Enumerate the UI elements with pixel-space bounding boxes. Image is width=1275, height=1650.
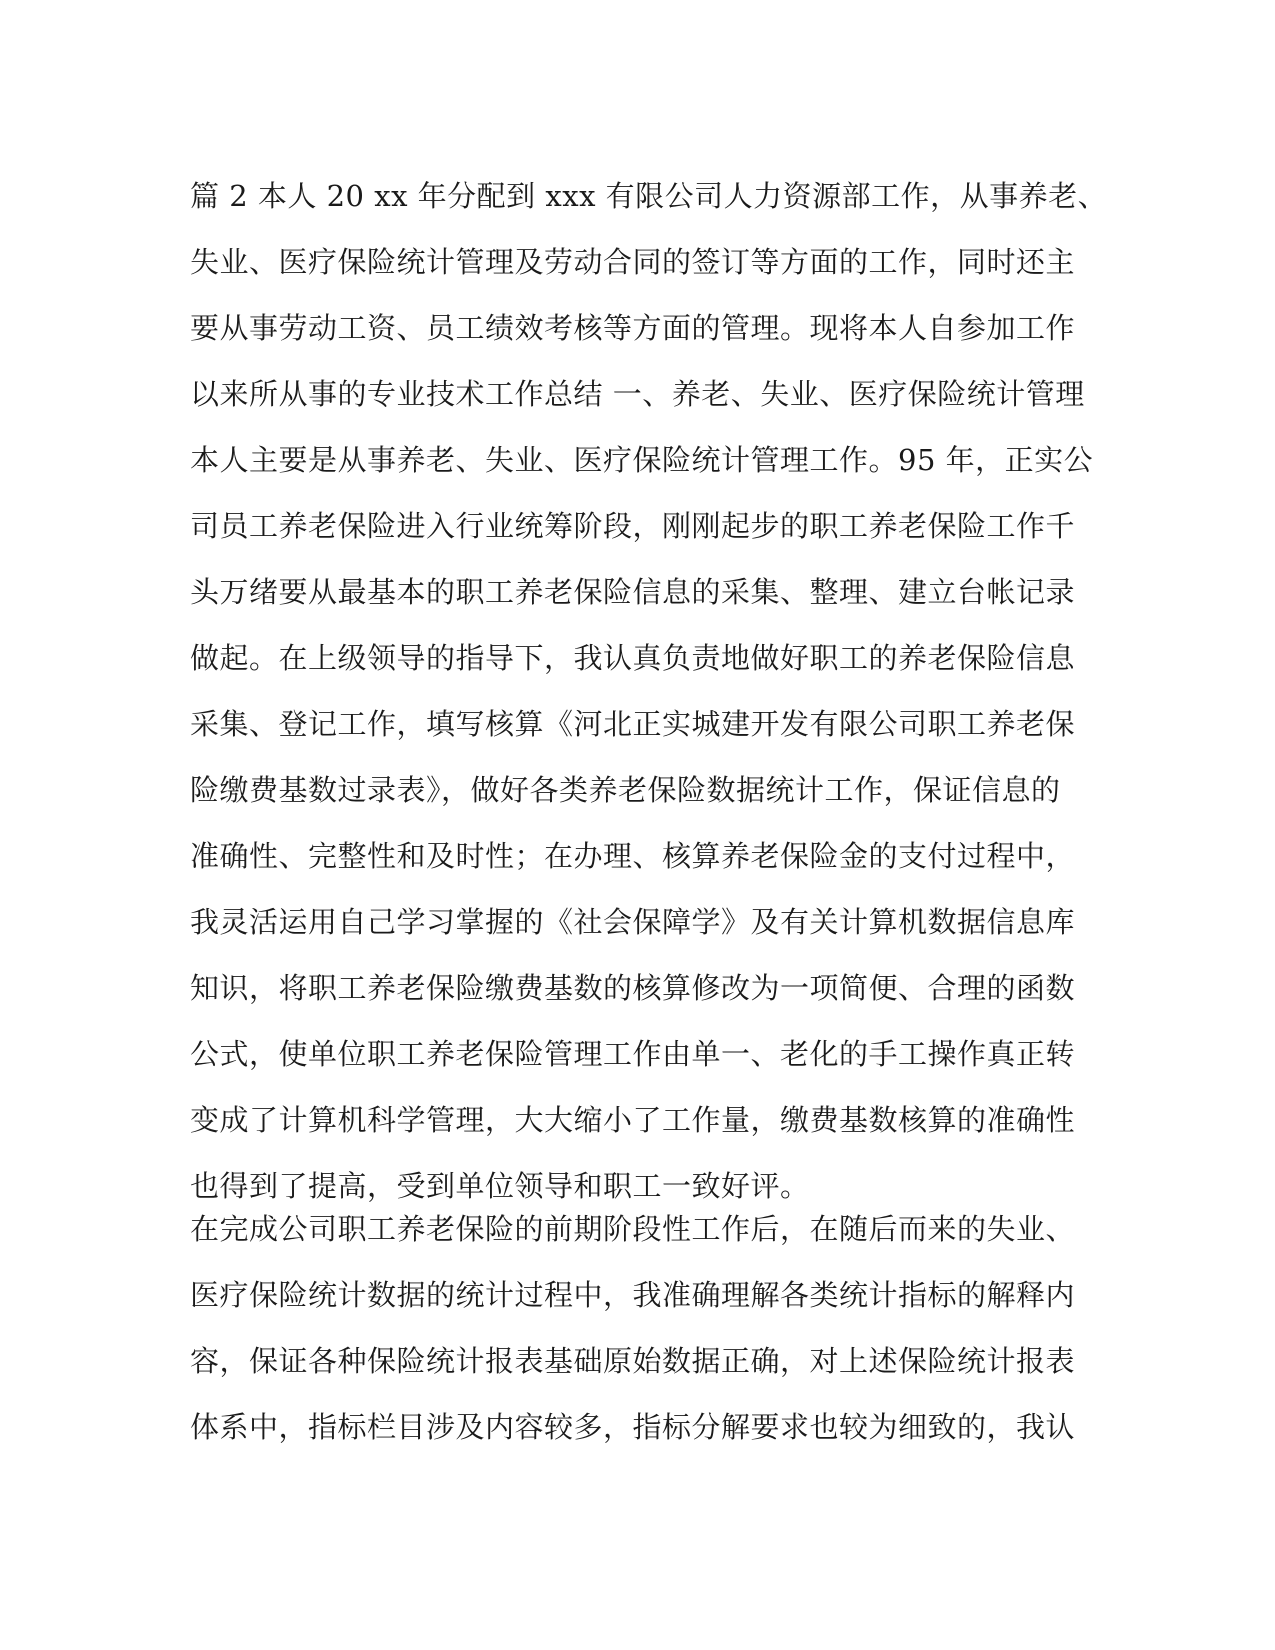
text-line: 在完成公司职工养老保险的前期阶段性工作后，在随后而来的失业、 — [190, 1212, 1076, 1246]
text-line: 医疗保险统计数据的统计过程中，我准确理解各类统计指标的解释内 — [190, 1278, 1076, 1312]
text-line: 知识，将职工养老保险缴费基数的核算修改为一项简便、合理的函数 — [190, 971, 1076, 1005]
text-line: 我灵活运用自己学习掌握的《社会保障学》及有关计算机数据信息库 — [190, 905, 1076, 939]
text-line: 险缴费基数过录表》，做好各类养老保险数据统计工作，保证信息的 — [190, 773, 1061, 807]
text-line: 要从事劳动工资、员工绩效考核等方面的管理。现将本人自参加工作 — [190, 311, 1076, 345]
text-line: 本人主要是从事养老、失业、医疗保险统计管理工作。95 年，正实公 — [190, 443, 1094, 477]
text-line: 做起。在上级领导的指导下，我认真负责地做好职工的养老保险信息 — [190, 641, 1076, 675]
text-line: 司员工养老保险进入行业统筹阶段，刚刚起步的职工养老保险工作千 — [190, 509, 1076, 543]
text-line: 体系中，指标栏目涉及内容较多，指标分解要求也较为细致的，我认 — [190, 1410, 1076, 1444]
text-line: 准确性、完整性和及时性；在办理、核算养老保险金的支付过程中， — [190, 839, 1076, 873]
paragraph-1 — [190, 163, 1108, 1219]
text-line: 也得到了提高，受到单位领导和职工一致好评。 — [190, 1169, 810, 1203]
text-line: 头万绪要从最基本的职工养老保险信息的采集、整理、建立台帐记录 — [190, 575, 1076, 609]
text-line: 公式，使单位职工养老保险管理工作由单一、老化的手工操作真正转 — [190, 1037, 1076, 1071]
text-line: 篇 2 本人 20 xx 年分配到 xxx 有限公司人力资源部工作，从事养老、 — [190, 179, 1108, 213]
paragraph-2 — [190, 1196, 1090, 1460]
text-line: 容，保证各种保险统计报表基础原始数据正确，对上述保险统计报表 — [190, 1344, 1076, 1378]
text-line: 失业、医疗保险统计管理及劳动合同的签订等方面的工作，同时还主 — [190, 245, 1076, 279]
text-line: 以来所从事的专业技术工作总结 一、养老、失业、医疗保险统计管理 — [190, 377, 1085, 411]
text-line: 变成了计算机科学管理，大大缩小了工作量，缴费基数核算的准确性 — [190, 1103, 1076, 1137]
text-line: 采集、登记工作，填写核算《河北正实城建开发有限公司职工养老保 — [190, 707, 1076, 741]
